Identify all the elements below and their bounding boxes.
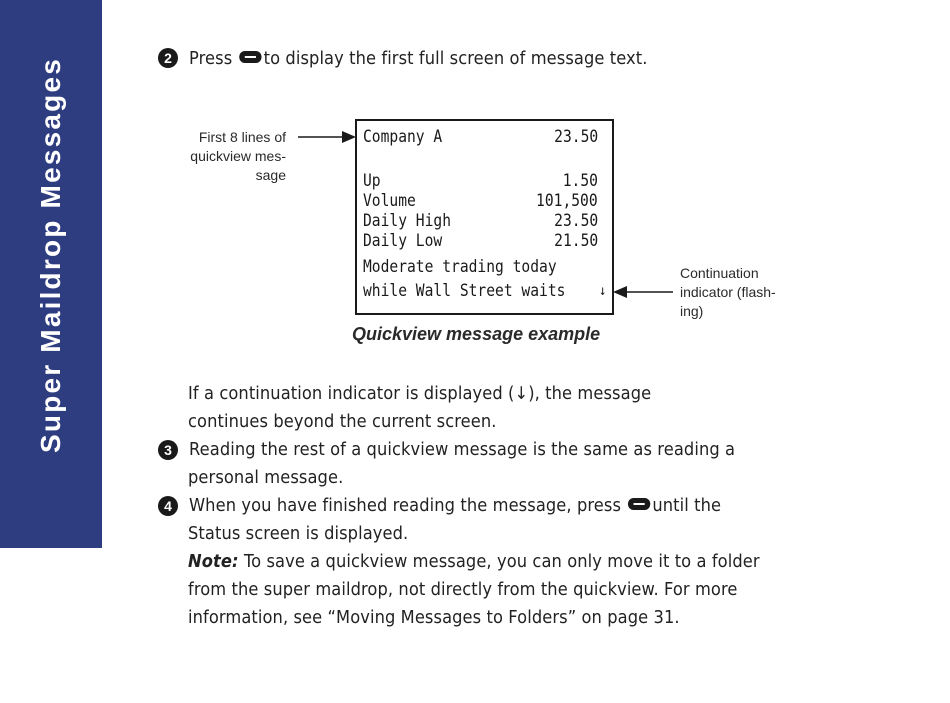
screen-line-left: Up [363, 171, 381, 191]
right-callout [680, 264, 776, 321]
left-callout-line: First 8 lines of [198, 129, 286, 145]
screen-line-left: Moderate trading today [363, 257, 557, 277]
right-callout-line: Continuation [680, 265, 759, 281]
right-arrow-head [613, 286, 627, 298]
screen-line-right: 23.50 [553, 127, 598, 147]
continuation-text-line2: continues beyond the current screen. [188, 412, 497, 432]
note-text: To save a quickview message, you can only move it to a folder [238, 552, 760, 572]
step-3-text-line1: Reading the rest of a quickview message is the same as reading a [189, 440, 736, 460]
screen-line-left: Daily High [363, 211, 452, 231]
step-4-text-after: until the [652, 496, 722, 516]
step-2-text-after: to display the first full screen of message text. [263, 49, 648, 69]
continuation-indicator-icon: ↓ [598, 283, 606, 299]
step-4-text-before: When you have finished reading the message, press [189, 496, 627, 516]
sidebar-title: Super Maildrop Messages [35, 56, 66, 454]
continuation-text-line1: If a continuation indicator is displayed (↓), the message [188, 384, 652, 404]
step-4-text-line1 [189, 496, 721, 516]
step-4-number: 4 [158, 496, 178, 516]
pager-screen [355, 119, 614, 315]
screen-line-right: 1.50 [562, 171, 598, 191]
left-callout-line: sage [255, 167, 286, 183]
screen-line-left: while Wall Street waits [363, 281, 566, 301]
note-line3: information, see “Moving Messages to Folders” on page 31. [188, 608, 680, 628]
screen-line-left: Company A [363, 127, 443, 147]
screen-line-left: Daily Low [363, 231, 443, 251]
screen-line-left: Volume [363, 191, 416, 211]
right-callout-line: indicator (flash- [680, 284, 776, 300]
screen-line-right: 21.50 [553, 231, 598, 251]
note-label: Note: [188, 552, 239, 572]
left-arrow-head [342, 131, 356, 143]
step-2-number: 2 [158, 48, 178, 68]
key-icon [628, 498, 650, 510]
step-3-number: 3 [158, 440, 178, 460]
note-line1 [188, 552, 760, 572]
step-3-text-line2: personal message. [188, 468, 344, 488]
left-callout-line: quickview mes- [190, 148, 286, 164]
screen-line-right: 23.50 [553, 211, 598, 231]
step-4-text-line2: Status screen is displayed. [188, 524, 409, 544]
note-line2: from the super maildrop, not directly from the quickview. For more [188, 580, 738, 600]
figure-caption: Quickview message example [352, 324, 601, 344]
screen-line-right: 101,500 [536, 191, 598, 211]
step-2-text-before: Press [189, 49, 238, 69]
right-callout-line: ing) [680, 303, 704, 319]
